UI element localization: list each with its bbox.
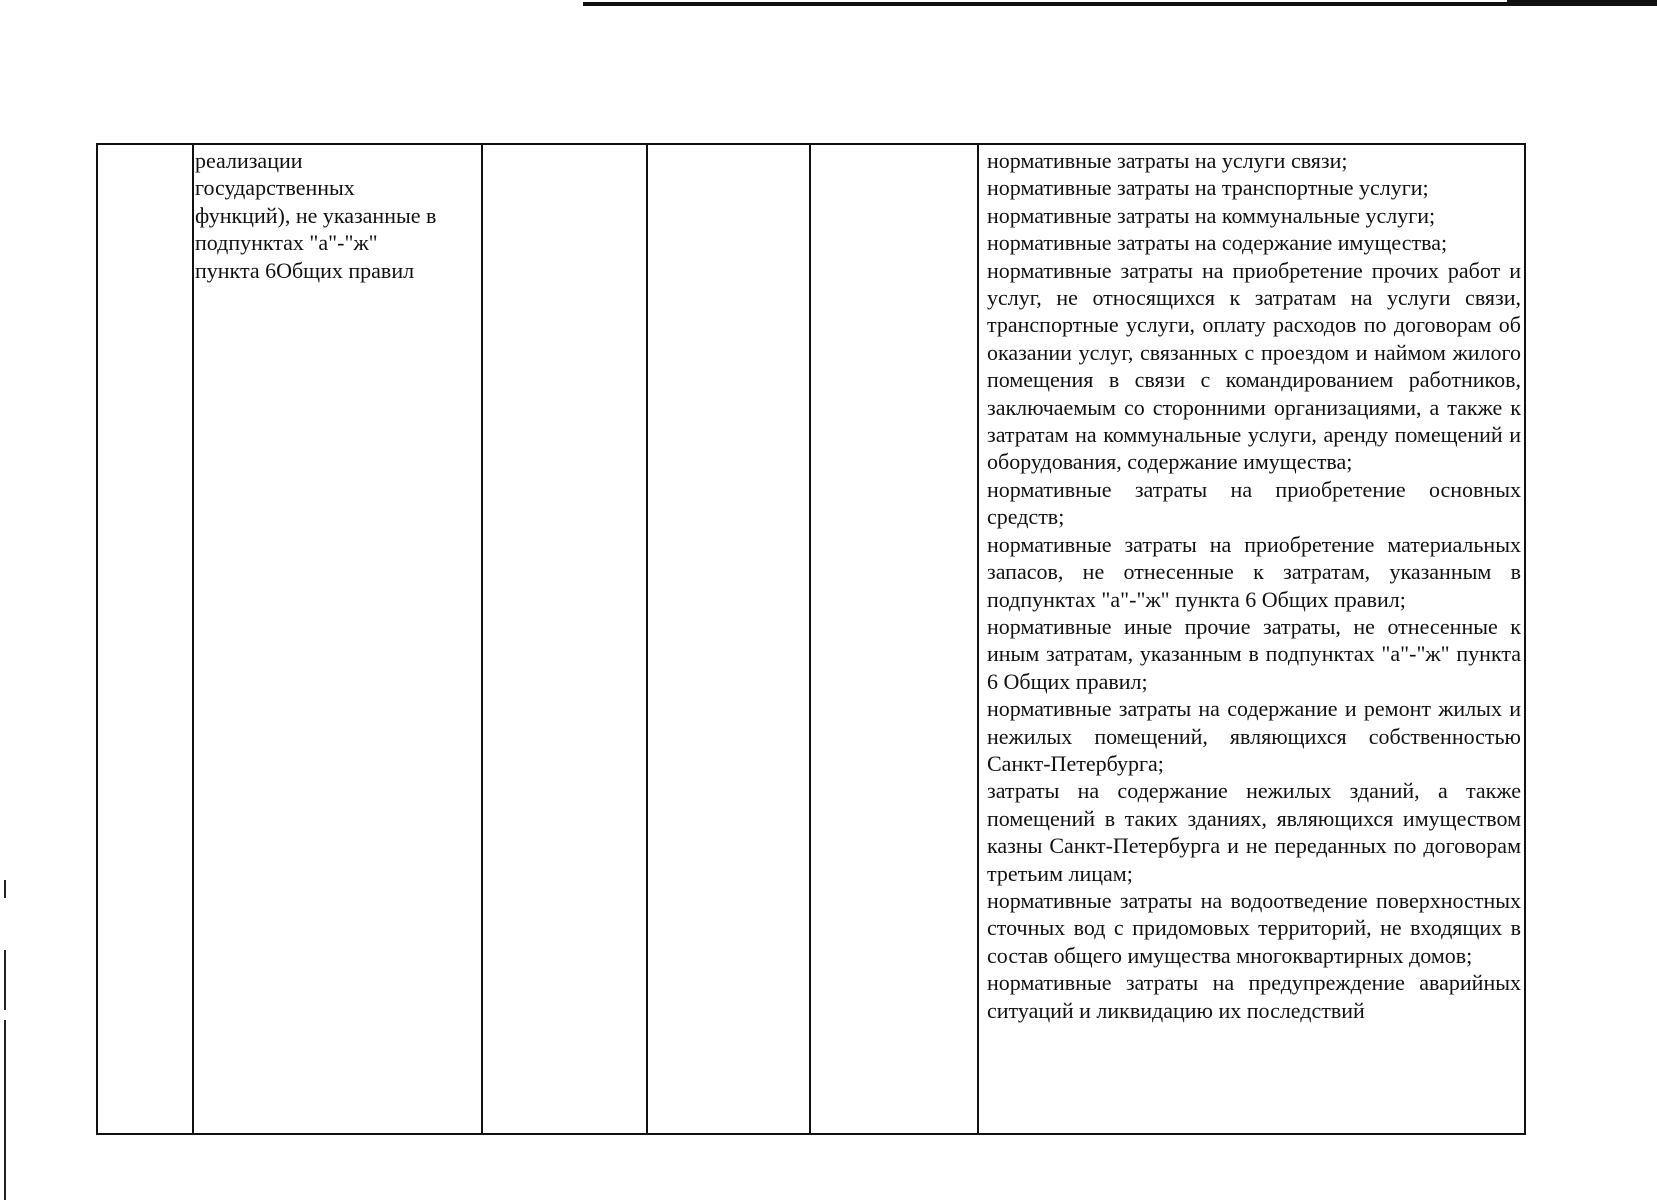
document-table	[96, 143, 1526, 1135]
margin-mark	[4, 1020, 6, 1200]
column-divider	[809, 145, 811, 1133]
list-item: нормативные затраты на приобретение материальных запасов, не отнесенные к затратам, указанным в подпунктах "а"-"ж" пункта 6 Общих правил;	[987, 531, 1521, 612]
list-item: нормативные затраты на предупреждение аварийных ситуаций и ликвидацию их последствий	[987, 970, 1521, 1023]
margin-mark	[4, 880, 6, 898]
list-item: нормативные затраты на услуги связи;	[987, 148, 1348, 173]
list-item: нормативные затраты на водоотведение поверхностных сточных вод с придомовых территорий, не входящих в состав общего имущества многоквартирных домов;	[987, 887, 1521, 968]
list-item: нормативные иные прочие затраты, не отнесенные к иным затратам, указанным в подпунктах "а"-"ж" пункта 6 Общих правил;	[987, 613, 1521, 694]
margin-mark	[4, 950, 6, 1010]
cell-line: государственных	[195, 175, 355, 201]
list-item: затраты на содержание нежилых зданий, а также помещений в таких зданиях, являющихся имуществом казны Санкт-Петербурга и не переданных по договорам третьим лицам;	[987, 778, 1521, 886]
column-divider	[192, 145, 194, 1133]
list-item: нормативные затраты на коммунальные услуги;	[987, 202, 1436, 228]
list-item: нормативные затраты на содержание имущества;	[987, 230, 1448, 256]
list-item: нормативные затраты на содержание и ремонт жилых и нежилых помещений, являющихся собственностью Санкт-Петербурга;	[987, 696, 1521, 776]
column-divider	[646, 145, 648, 1133]
cell-line: реализации	[195, 148, 303, 173]
table-cell-normative-costs	[987, 147, 1521, 1024]
list-item: нормативные затраты на приобретение прочих работ и услуг, не относящихся к затратам на услуги связи, транспортные услуги, оплату расходов по договорам об оказании услуг, связанных с проездом и наймом жилого помещения в связи с командированием работников, заключаемым со сторонними организациями, а также к затратам на коммунальные услуги, аренду помещений и оборудования, содержание имущества;	[987, 257, 1521, 475]
column-divider	[481, 145, 483, 1133]
cell-line: пункта 6Общих правил	[195, 257, 415, 283]
cell-line: функций), не указанные в	[195, 202, 437, 228]
scan-top-rule	[583, 2, 1657, 6]
table-cell-expense-category	[195, 147, 475, 284]
list-item: нормативные затраты на приобретение основных средств;	[987, 476, 1521, 530]
list-item: нормативные затраты на транспортные услуги;	[987, 175, 1429, 201]
column-divider	[977, 145, 979, 1133]
cell-line: подпунктах "а"-"ж"	[195, 230, 378, 256]
